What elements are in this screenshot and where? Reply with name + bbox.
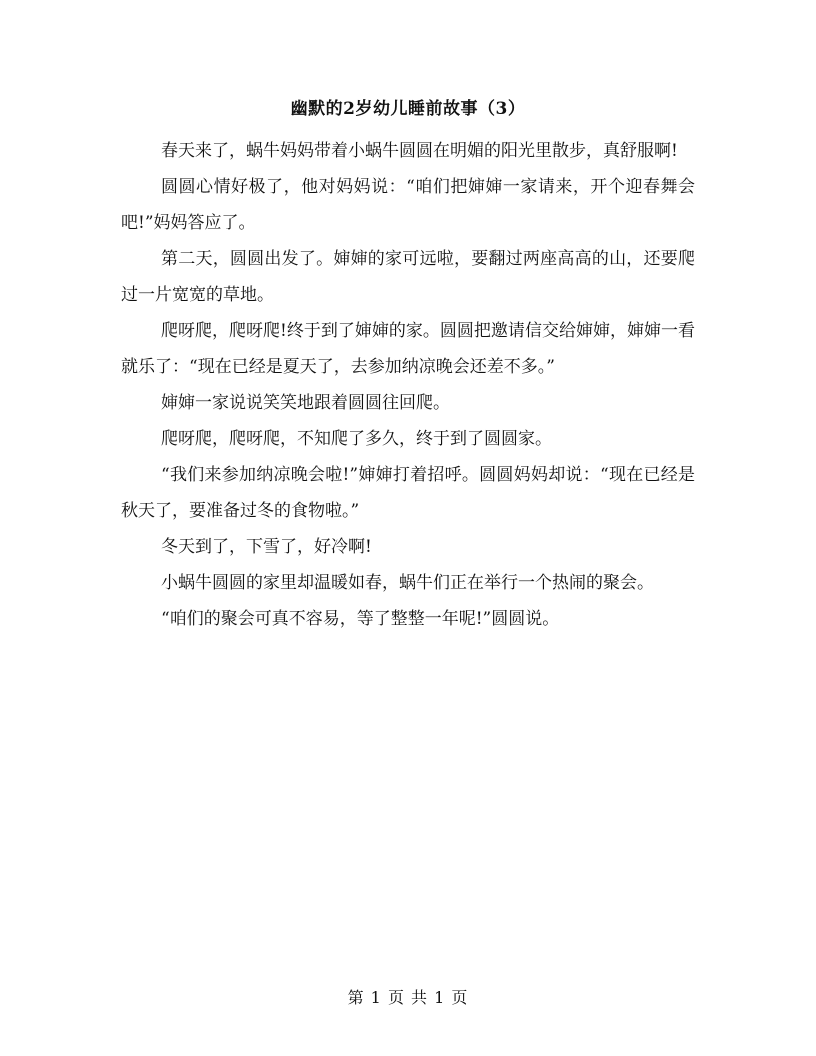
paragraph-3: 第二天，圆圆出发了。婶婶的家可远啦，要翻过两座高高的山，还要爬过一片宽宽的草地。	[121, 249, 695, 305]
paragraph-8: 冬天到了，下雪了，好冷啊!	[161, 537, 372, 557]
paragraph-10: “咱们的聚会可真不容易，等了整整一年呢!”圆圆说。	[161, 609, 560, 629]
paragraph-1: 春天来了，蜗牛妈妈带着小蜗牛圆圆在明媚的阳光里散步，真舒服啊!	[161, 141, 678, 161]
paragraph-5: 婶婶一家说说笑笑地跟着圆圆往回爬。	[161, 393, 450, 413]
paragraph-6: 爬呀爬，爬呀爬，不知爬了多久，终于到了圆圆家。	[161, 429, 552, 449]
paragraph-7: “我们来参加纳凉晚会啦!”婶婶打着招呼。圆圆妈妈却说：“现在已经是秋天了，要准备过冬的食物啦。”	[121, 465, 695, 521]
paragraph-4: 爬呀爬，爬呀爬!终于到了婶婶的家。圆圆把邀请信交给婶婶，婶婶一看就乐了：“现在已经是夏天了，去参加纳凉晚会还差不多。”	[121, 321, 695, 377]
story-body	[121, 133, 695, 637]
paragraph-2: 圆圆心情好极了，他对妈妈说：“咱们把婶婶一家请来，开个迎春舞会吧!”妈妈答应了。	[121, 177, 695, 233]
page-number-footer: 第 1 页 共 1 页	[347, 988, 469, 1007]
page-title: 幽默的2岁幼儿睡前故事（3）	[290, 99, 526, 119]
paragraph-9: 小蜗牛圆圆的家里却温暖如春，蜗牛们正在举行一个热闹的聚会。	[161, 573, 654, 593]
